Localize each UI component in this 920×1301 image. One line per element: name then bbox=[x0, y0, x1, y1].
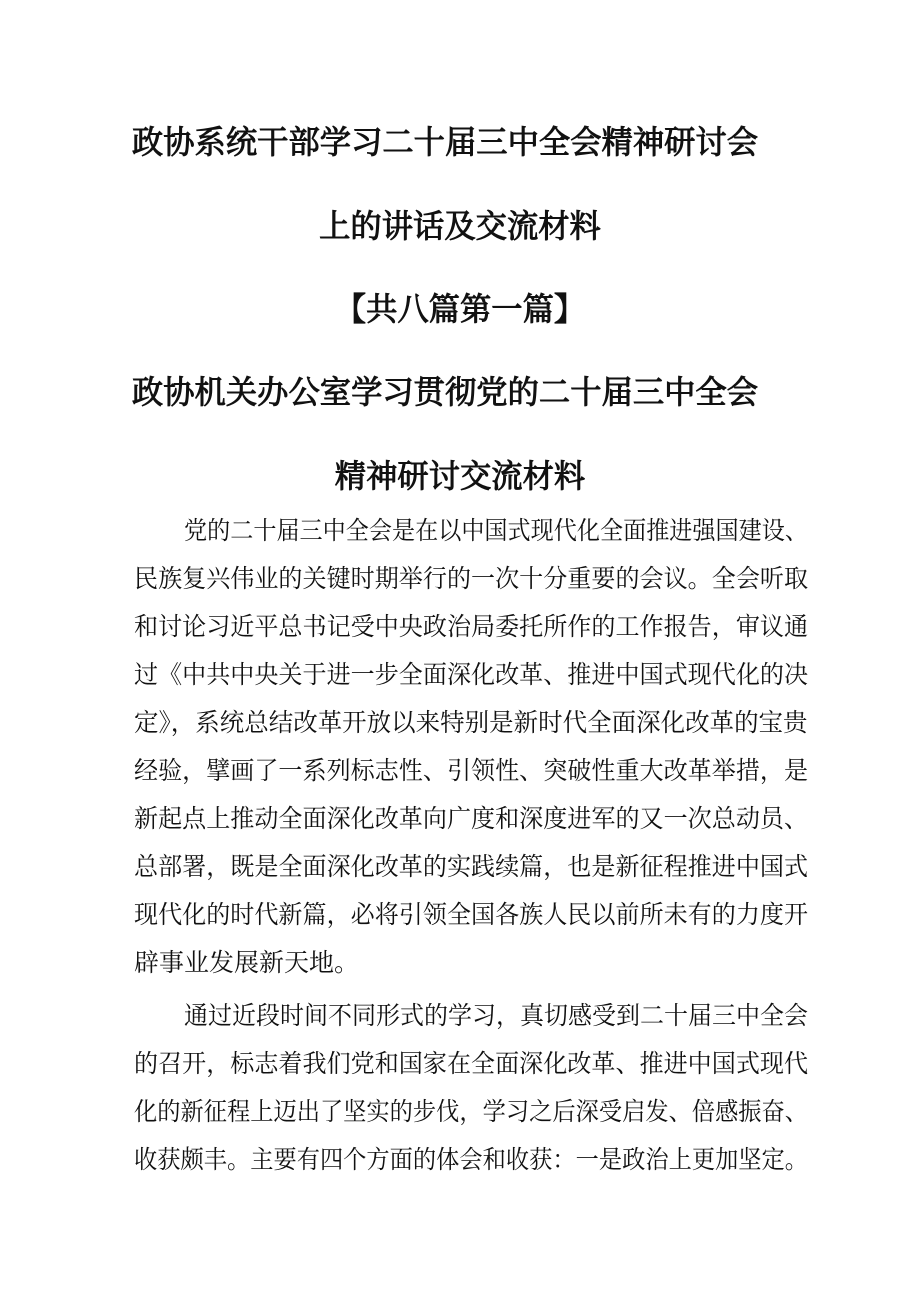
document-subtitle-line-2: 精神研讨交流材料 bbox=[334, 457, 586, 495]
paragraph-1-line-2: 民族复兴伟业的关键时期举行的一次十分重要的会议。全会听取 bbox=[134, 564, 809, 593]
paragraph-1-line-10: 辟事业发展新天地。 bbox=[134, 948, 360, 977]
document-title-line-2: 上的讲话及交流材料 bbox=[319, 207, 601, 245]
paragraph-2-line-3: 化的新征程上迈出了坚实的步伐，学习之后深受启发、倍感振奋、 bbox=[134, 1097, 809, 1126]
paragraph-1-line-3: 和讨论习近平总书记受中央政治局委托所作的工作报告，审议通 bbox=[134, 612, 809, 641]
document-subtitle-line-1: 政协机关办公室学习贯彻党的二十届三中全会 bbox=[131, 373, 759, 411]
paragraph-1-line-8: 总部署，既是全面深化改革的实践续篇，也是新征程推进中国式 bbox=[134, 852, 809, 881]
paragraph-1-line-4: 过《中共中央关于进一步全面深化改革、推进中国式现代化的决 bbox=[134, 660, 809, 689]
paragraph-1-line-7: 新起点上推动全面深化改革向广度和深度进军的又一次总动员、 bbox=[134, 804, 809, 833]
paragraph-2-line-1: 通过近段时间不同形式的学习，真切感受到二十届三中全会 bbox=[184, 1001, 809, 1030]
paragraph-2-line-4: 收获颇丰。主要有四个方面的体会和收获：一是政治上更加坚定。 bbox=[134, 1145, 809, 1174]
paragraph-2-line-2: 的召开，标志着我们党和国家在全面深化改革、推进中国式现代 bbox=[134, 1049, 809, 1078]
paragraph-1-line-9: 现代化的时代新篇，必将引领全国各族人民以前所未有的力度开 bbox=[134, 900, 809, 929]
paragraph-1-line-6: 经验，擘画了一系列标志性、引领性、突破性重大改革举措，是 bbox=[134, 756, 809, 785]
paragraph-1-line-5: 定》，系统总结改革开放以来特别是新时代全面深化改革的宝贵 bbox=[134, 708, 808, 737]
paragraph-1-line-1: 党的二十届三中全会是在以中国式现代化全面推进强国建设、 bbox=[184, 516, 808, 545]
document-part-label: 【共八篇第一篇】 bbox=[334, 290, 586, 328]
document-title-line-1: 政协系统干部学习二十届三中全会精神研讨会 bbox=[131, 123, 759, 161]
